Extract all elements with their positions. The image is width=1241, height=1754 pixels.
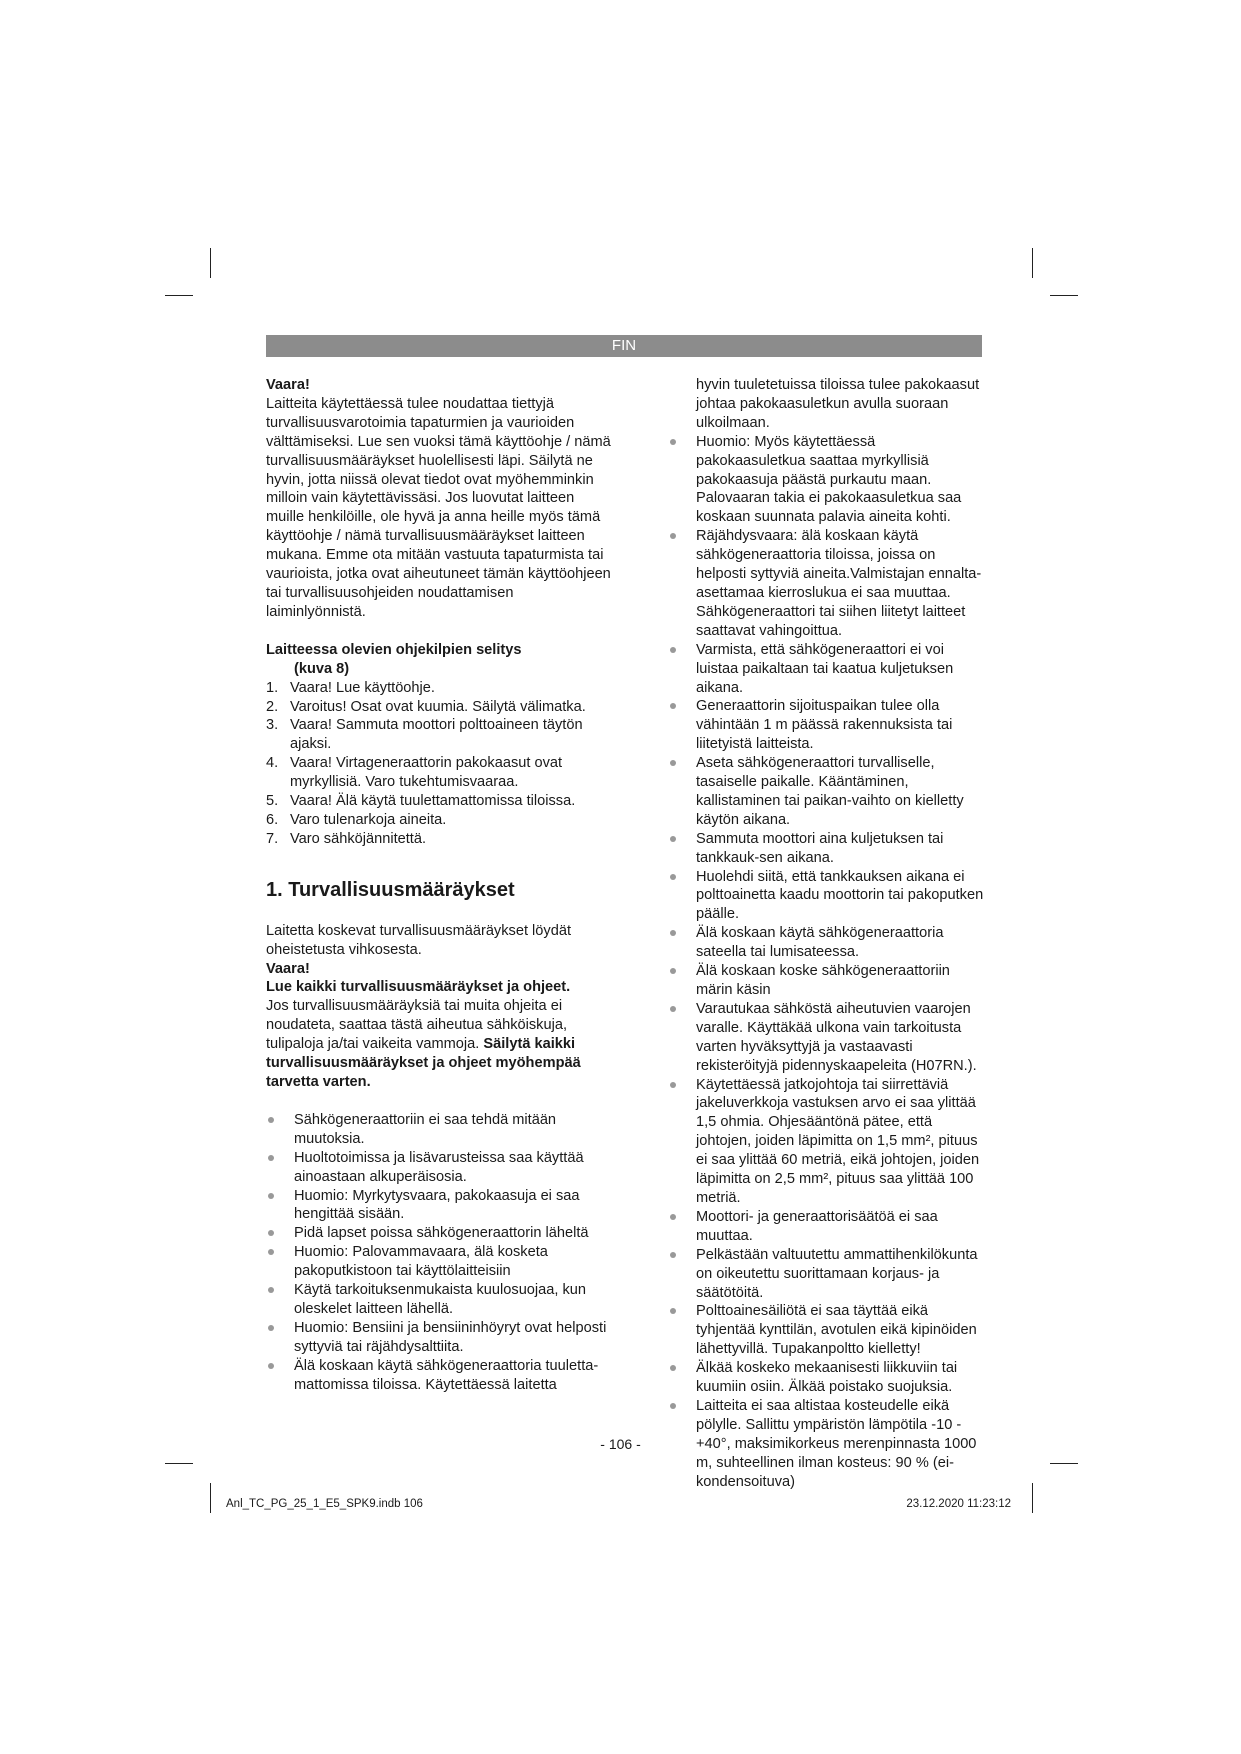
sign-number: 6. <box>266 811 279 828</box>
sign-text: Vaara! Lue käyttöohje. <box>290 679 435 696</box>
sign-item <box>266 698 616 717</box>
bullet-item: Älä koskaan käytä sähkögeneraattoria sateella tai lumisateessa. <box>668 924 988 962</box>
sign-item <box>266 754 616 792</box>
crop-mark <box>1032 1483 1033 1513</box>
sign-item <box>266 679 616 698</box>
crop-mark <box>165 1463 193 1464</box>
bullet-item: Sammuta moottori aina kuljetuksen tai tankkauk-sen aikana. <box>668 830 988 868</box>
safety-list <box>668 433 988 1492</box>
sign-text: Vaara! Sammuta moottori polttoaineen täytön ajaksi. <box>290 717 583 753</box>
crop-mark <box>1050 295 1078 296</box>
page-number: - 106 - <box>600 1436 641 1452</box>
warning-subtitle: Lue kaikki turvallisuusmääräykset ja ohjeet. <box>266 979 571 996</box>
intro-text: Laitetta koskevat turvallisuusmääräykset löydät oheistetusta vihkosesta. <box>266 922 571 958</box>
sign-number: 2. <box>266 698 279 715</box>
sign-number: 5. <box>266 793 279 810</box>
bullet-item: Huolehdi siitä, että tankkauksen aikana ei polttoainetta kaadu moottorin tai pakoputken päälle. <box>668 868 988 925</box>
sign-text: Vaara! Virtageneraattorin pakokaasut ovat myrkyllisiä. Varo tukehtumisvaaraa. <box>290 755 563 791</box>
signs-title: Laitteessa olevien ohjekilpien selitys <box>266 641 522 658</box>
crop-mark <box>210 248 211 278</box>
safety-list <box>266 1111 616 1395</box>
bullet-item: Räjähdysvaara: älä koskaan käytä sähkögeneraattoria tiloissa, joissa on helposti syttyviä aineita.Valmistajan ennalta-asettamaa kierroslukua ei saa muuttaa. Sähkögeneraattori tai siihen liitetyt laitteet saattavat vahingoittua. <box>668 527 988 640</box>
sign-number: 4. <box>266 755 279 772</box>
sign-item <box>266 811 616 830</box>
bullet-item: Käytettäessä jatkojohtoja tai siirrettäviä jakeluverkkoja vastuksen arvo ei saa ylittää 1,5 ohmia. Ohjesääntönä pätee, että johtojen, joiden läpimitta on 1,5 mm², pituus ei saa ylittää 60 metriä, eikä johtojen, joiden läpimitta on 2,5 mm², pituus saa ylittää 100 metriä. <box>668 1076 988 1208</box>
crop-mark <box>165 295 193 296</box>
left-column <box>266 376 616 1395</box>
bullet-item: Käytä tarkoituksenmukaista kuulosuojaa, kun oleskelet laitteen lähellä. <box>266 1281 616 1319</box>
bullet-item: Laitteita ei saa altistaa kosteudelle eikä pölylle. Sallittu ympäristön lämpötila -10 - +40°, maksimikorkeus merenpinnasta 1000 m, suhteellinen ilman kosteus: 90 % (ei-kondensoituva) <box>668 1397 988 1492</box>
sign-text: Vaara! Älä käytä tuulettamattomissa tiloissa. <box>290 793 576 810</box>
sign-number: 1. <box>266 679 279 696</box>
bullet-item: Huomio: Myrkytysvaara, pakokaasuja ei saa hengittää sisään. <box>266 1187 616 1225</box>
crop-mark <box>210 1483 211 1513</box>
language-header: FIN <box>266 335 982 357</box>
bullet-item: Älä koskaan koske sähkögeneraattoriin märin käsin <box>668 962 988 1000</box>
bullet-item: Sähkögeneraattoriin ei saa tehdä mitään muutoksia. <box>266 1111 616 1149</box>
signs-list <box>266 679 616 849</box>
bullet-item: Polttoainesäiliötä ei saa täyttää eikä tyhjentää kynttilän, avotulen eikä kipinöiden lähettyvillä. Tupakanpoltto kielletty! <box>668 1302 988 1359</box>
sign-item <box>266 716 616 754</box>
bullet-item: Varmista, että sähkögeneraattori ei voi luistaa paikaltaan tai kaatua kuljetuksen aikana. <box>668 641 988 698</box>
sign-text: Varoitus! Osat ovat kuumia. Säilytä välimatka. <box>290 698 586 715</box>
bullet-item: Älä koskaan käytä sähkögeneraattoria tuuletta-mattomissa tiloissa. Käytettäessä laitetta <box>266 1357 616 1395</box>
sign-text: Varo tulenarkoja aineita. <box>290 811 447 828</box>
warning-body-text: Jos turvallisuusmääräyksiä tai muita ohjeita ei noudateta, saattaa tästä aiheutua sähköiskuja, tulipaloja ja/tai vaikeita vammoja. <box>266 998 568 1053</box>
section-heading: 1. Turvallisuusmääräykset <box>266 878 515 901</box>
bullet-item: Varautukaa sähköstä aiheutuvien vaarojen varalle. Käyttäkää ulkona vain tarkoitusta varten hyväksyttyjä ja vastaavasti rekisteröityjä pidennyskaapeleita (H07RN.). <box>668 1000 988 1076</box>
warning-body <box>266 997 616 1092</box>
footer-timestamp: 23.12.2020 11:23:12 <box>906 1498 1011 1510</box>
bullet-item: Älkää koskeko mekaanisesti liikkuviin tai kuumiin osiin. Älkää poistako suojuksia. <box>668 1359 988 1397</box>
crop-mark <box>1032 248 1033 278</box>
signs-subtitle: (kuva 8) <box>294 660 350 677</box>
bullet-item: Huoltotoimissa ja lisävarusteissa saa käyttää ainoastaan alkuperäisosia. <box>266 1149 616 1187</box>
warning-body-bold: Säilytä kaikki turvallisuusmääräykset ja ohjeet myöhempää tarvetta varten. <box>266 1036 581 1090</box>
sign-number: 3. <box>266 717 279 734</box>
bullet-item: Huomio: Palovammavaara, älä kosketa pakoputkistoon tai käyttölaitteisiin <box>266 1243 616 1281</box>
warning-title: Vaara! <box>266 960 310 977</box>
sign-text: Varo sähköjännitettä. <box>290 830 427 847</box>
sign-item <box>266 830 616 849</box>
bullet-item: Pidä lapset poissa sähkögeneraattorin läheltä <box>266 1224 616 1243</box>
crop-mark <box>1050 1463 1078 1464</box>
bullet-item: Moottori- ja generaattorisäätöä ei saa muuttaa. <box>668 1208 988 1246</box>
sign-item <box>266 792 616 811</box>
warning-body: Laitteita käytettäessä tulee noudattaa tiettyjä turvallisuusvarotoimia tapaturmien ja vaurioiden välttämiseksi. Lue sen vuoksi tämä käyttöohje / nämä turvallisuusmääräykset huolellisesti läpi. Säilytä ne hyvin, jotta niissä olevat tiedot ovat myöhemminkin milloin vain käytettävissäsi. Jos luovutat laitteen muille henkilöille, ole hyvä ja anna heille myös tämä käyttöohje / nämä turvallisuusmääräykset laitteen mukana. Emme ota mitään vastuuta tapaturmista tai vaurioista, jotka ovat aiheutuneet tämän käyttöohjeen tai turvallisuusohjeiden noudattamisen laiminlyönnistä. <box>266 395 611 620</box>
bullet-item: Pelkästään valtuutettu ammattihenkilökunta on oikeutettu suorittamaan korjaus- ja säätötöitä. <box>668 1246 988 1303</box>
bullet-item: Huomio: Myös käytettäessä pakokaasuletkua saattaa myrkyllisiä pakokaasuja päästä purkautu maan. Palovaaran takia ei pakokaasuletkua saa koskaan suunnata palavia aineita kohti. <box>668 433 988 528</box>
bullet-item: Aseta sähkögeneraattori turvalliselle, tasaiselle paikalle. Kääntäminen, kallistaminen tai paikan-vaihto on kielletty käytön aikana. <box>668 754 988 830</box>
sign-number: 7. <box>266 830 279 847</box>
bullet-item: Generaattorin sijoituspaikan tulee olla vähintään 1 m päässä rakennuksista tai liitetyistä laitteista. <box>668 697 988 754</box>
bullet-item: Huomio: Bensiini ja bensiininhöyryt ovat helposti syttyviä tai räjähdysalttiita. <box>266 1319 616 1357</box>
continuation-text: hyvin tuuletetuissa tiloissa tulee pakokaasut johtaa pakokaasuletkun avulla suoraan ulkoilmaan. <box>696 377 980 431</box>
right-column <box>668 376 988 1491</box>
warning-title: Vaara! <box>266 377 310 393</box>
footer-file: Anl_TC_PG_25_1_E5_SPK9.indb 106 <box>226 1498 423 1510</box>
